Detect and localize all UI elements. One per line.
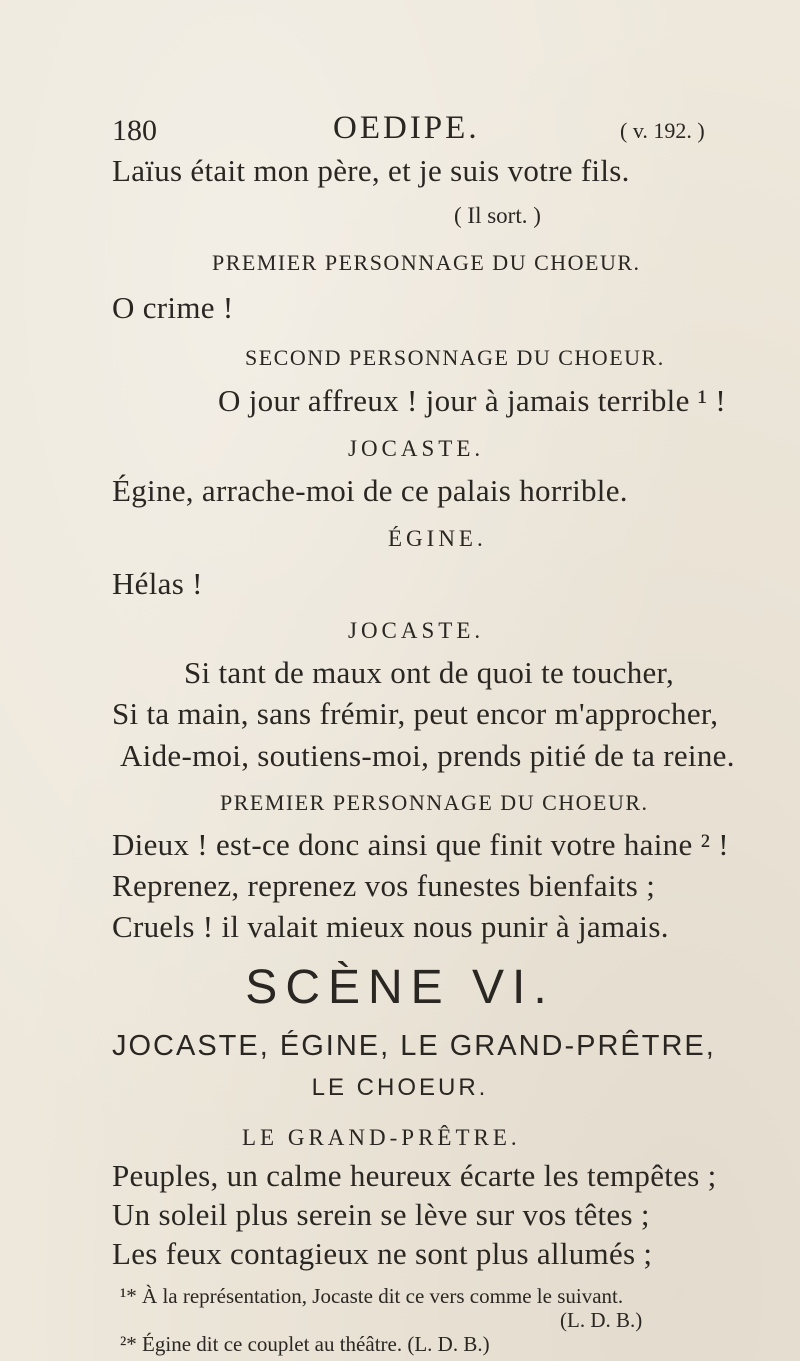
speaker-label: LE GRAND-PRÊTRE. — [242, 1125, 521, 1150]
verse-line: Hélas ! — [112, 566, 203, 601]
scene-cast: LE CHOEUR. — [311, 1074, 489, 1101]
verse-line: Un soleil plus serein se lève sur vos têtes ; — [112, 1197, 650, 1232]
footnote: ¹* À la représentation, Jocaste dit ce vers comme le suivant. — [120, 1284, 624, 1308]
verse-reference: ( v. 192. ) — [620, 118, 705, 143]
speaker-label: JOCASTE. — [348, 618, 485, 643]
verse-line: Dieux ! est-ce donc ainsi que finit votre haine ² ! — [112, 827, 729, 862]
speaker-label: ÉGINE. — [388, 526, 487, 551]
stage-direction: ( Il sort. ) — [454, 203, 541, 228]
speaker-label: PREMIER PERSONNAGE DU CHOEUR. — [220, 790, 649, 815]
speaker-label: SECOND PERSONNAGE DU CHOEUR. — [245, 345, 665, 370]
footnote-signature: (L. D. B.) — [560, 1308, 643, 1332]
speaker-label: JOCASTE. — [348, 436, 485, 461]
verse-line: O crime ! — [112, 290, 234, 325]
verse-line: Peuples, un calme heureux écarte les tempêtes ; — [112, 1158, 717, 1193]
verse-line: Si tant de maux ont de quoi te toucher, — [184, 655, 674, 690]
speaker-label: PREMIER PERSONNAGE DU CHOEUR. — [212, 250, 641, 275]
verse-line: Aide-moi, soutiens-moi, prends pitié de ta reine. — [120, 738, 735, 773]
verse-line: O jour affreux ! jour à jamais terrible ¹ ! — [218, 383, 726, 418]
scene-title: SCÈNE VI. — [245, 961, 555, 1014]
footnote: ²* Égine dit ce couplet au théâtre. (L. D. B.) — [120, 1332, 490, 1356]
running-title: OEDIPE. — [333, 110, 480, 146]
verse-line: Égine, arrache-moi de ce palais horrible. — [112, 473, 628, 508]
verse-line: Reprenez, reprenez vos funestes bienfaits ; — [112, 868, 656, 903]
verse-line: Si ta main, sans frémir, peut encor m'approcher, — [112, 696, 719, 731]
page-number: 180 — [112, 114, 157, 147]
verse-line: Laïus était mon père, et je suis votre fils. — [112, 153, 630, 188]
scene-cast: JOCASTE, ÉGINE, LE GRAND-PRÊTRE, — [112, 1030, 716, 1062]
verse-line: Cruels ! il valait mieux nous punir à jamais. — [112, 909, 669, 944]
verse-line: Les feux contagieux ne sont plus allumés ; — [112, 1236, 653, 1271]
